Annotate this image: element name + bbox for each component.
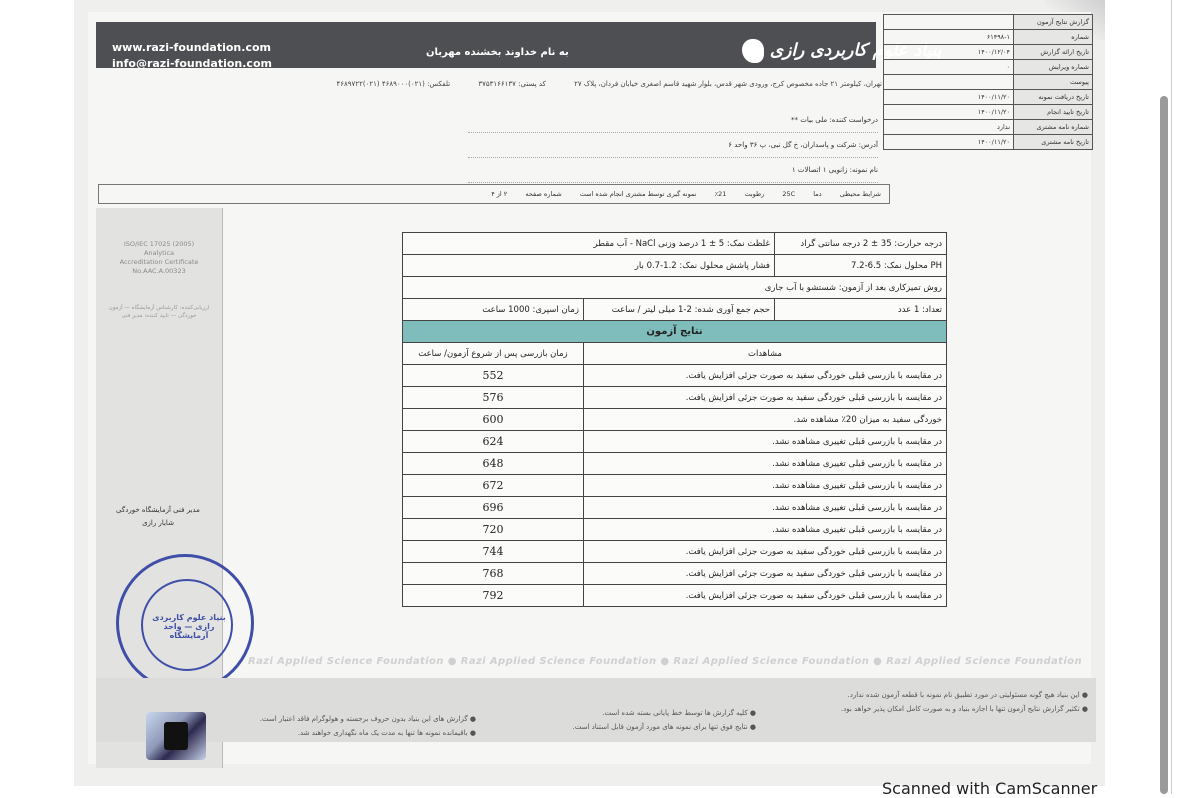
result-observation: در مقایسه با بازرسی قبلی خوردگی سفید به صورت جزئی افزایش یافت.	[583, 541, 946, 563]
accreditation-number: No.AAC.A.00323	[132, 267, 186, 275]
stamp-text: بنیاد علوم کاربردی رازی — واحد آزمایشگاه	[152, 613, 226, 640]
result-observation: در مقایسه با بازرسی قبلی تغییری مشاهده نشد.	[583, 497, 946, 519]
page-label: شماره صفحه	[525, 190, 562, 198]
postal-code: کد پستی: ۳۷۵۳۱۶۶۱۳۷	[478, 80, 546, 88]
result-hours: 552	[403, 365, 584, 387]
col-time-header: زمان بازرسی پس از شروع آزمون/ ساعت	[403, 343, 584, 365]
footer-note-2: ● تکثیر گزارش نتایج آزمون تنها با اجازه بنیاد و به صورت کامل امکان پذیر خواهد بود.	[840, 705, 1088, 713]
sample-name: نام نمونه: زانویی ۱ اتصالات ۱	[468, 158, 878, 183]
street-address: تهران، کیلومتر ۲۱ جاده مخصوص کرج، ورودی شهر قدس، بلوار شهید قاسم اصغری خیابان فردان، پلاک ۲۷	[574, 80, 882, 88]
email-link[interactable]: info@razi-foundation.com	[112, 57, 272, 70]
report-info-key: تاریخ ارائه گزارش	[1014, 45, 1093, 60]
result-row	[403, 519, 947, 541]
requester: درخواست کننده: ملی بیات **	[468, 108, 878, 133]
result-observation: در مقایسه با بازرسی قبلی خوردگی سفید به صورت جزئی افزایش یافت.	[583, 365, 946, 387]
hologram-logo-icon	[164, 722, 188, 750]
accreditation-certificate: Accreditation Certificate	[119, 258, 199, 266]
result-hours: 720	[403, 519, 584, 541]
temp-label: دما	[813, 190, 822, 198]
viewer-divider	[1171, 0, 1172, 794]
report-info-row	[884, 15, 1093, 30]
result-observation: در مقایسه با بازرسی قبلی خوردگی سفید به صورت جزئی افزایش یافت.	[583, 387, 946, 409]
result-observation: در مقایسه با بازرسی قبلی تغییری مشاهده نشد.	[583, 475, 946, 497]
footer-note-6: ● باقیمانده نمونه ها تنها به مدت یک ماه نگهداری خواهند شد.	[297, 729, 476, 737]
report-info-row	[884, 105, 1093, 120]
logo-text: بنیاد علوم کاربردی رازی	[769, 40, 942, 61]
test-report-page	[88, 12, 1091, 764]
report-info-value: ۱۴۰۰/۱۱/۲۰	[884, 135, 1014, 150]
report-info-value	[884, 75, 1014, 90]
result-row	[403, 365, 947, 387]
humidity-label: رطوبت	[744, 190, 765, 198]
left-notes: ارزیابی‌کننده: کارشناس آزمایشگاه — آزمون خوردگی — تایید کننده: مدیر فنی	[108, 305, 210, 319]
signature-name: شایار رازی	[142, 519, 174, 527]
result-row	[403, 585, 947, 607]
phone-number: تلفکس: (۰۲۱)۴۶۸۹۰۰۰ (۰۲۱)۴۶۸۹۷۲۲	[336, 80, 451, 88]
report-info-value	[884, 15, 1014, 30]
results-title-row	[403, 321, 947, 343]
result-row	[403, 541, 947, 563]
report-info-row	[884, 135, 1093, 150]
results-title: نتایج آزمون	[403, 321, 947, 343]
result-observation: در مقایسه با بازرسی قبلی خوردگی سفید به صورت جزئی افزایش یافت.	[583, 563, 946, 585]
result-row	[403, 563, 947, 585]
result-hours: 576	[403, 387, 584, 409]
website-link[interactable]: www.razi-foundation.com	[112, 41, 271, 54]
watermark-strip: Razi Applied Science Foundation ● Razi Applied Science Foundation ● Razi Applied Science Foundation ● Razi Applied Science Foundation	[248, 656, 1082, 667]
result-observation: خوردگی سفید به میزان 20٪ مشاهده شد.	[583, 409, 946, 431]
report-info-key: شماره	[1014, 30, 1093, 45]
param-row-3	[403, 277, 947, 299]
param-temperature: درجه حرارت: 35 ± 2 درجه سانتی گراد	[774, 233, 946, 255]
logo-mark-icon	[742, 39, 764, 63]
result-hours: 768	[403, 563, 584, 585]
result-hours: 792	[403, 585, 584, 607]
test-results-table	[402, 232, 947, 607]
col-obs-header: مشاهدات	[583, 343, 946, 365]
vertical-scrollbar[interactable]	[1160, 96, 1168, 794]
footer-notes	[96, 678, 1096, 742]
report-info-table	[883, 14, 1093, 150]
param-pressure: فشار پاشش محلول نمک: 1.2-0.7 بار	[403, 255, 775, 277]
result-row	[403, 431, 947, 453]
param-row-2	[403, 255, 947, 277]
footer-note-4: ● نتایج فوق تنها برای نمونه های مورد آزمون قابل استناد است.	[572, 723, 756, 731]
result-row	[403, 387, 947, 409]
result-hours: 600	[403, 409, 584, 431]
report-info-row	[884, 60, 1093, 75]
result-hours: 624	[403, 431, 584, 453]
address-line	[102, 80, 882, 88]
accreditation-body: Analytica	[143, 249, 175, 257]
sampling-note: نمونه گیری توسط مشتری انجام شده است	[579, 190, 697, 198]
humidity-value: 21٪	[714, 190, 727, 198]
report-info-value: ۶۱۴۹۸-۱	[884, 30, 1014, 45]
report-info-key: گزارش نتایج آزمون	[1014, 15, 1093, 30]
contact-block	[112, 40, 272, 72]
signature-block	[102, 504, 214, 530]
conditions-bar	[98, 184, 890, 204]
result-hours: 696	[403, 497, 584, 519]
result-row	[403, 475, 947, 497]
result-observation: در مقایسه با بازرسی قبلی تغییری مشاهده نشد.	[583, 431, 946, 453]
param-row-1	[403, 233, 947, 255]
footer-note-5: ● گزارش های این بنیاد بدون حروف برجسته و هولوگرام فاقد اعتبار است.	[259, 715, 476, 723]
request-info	[468, 108, 878, 183]
conditions-label: شرایط محیطی	[839, 190, 881, 198]
report-info-value: ندارد	[884, 120, 1014, 135]
page-number: ۲ از ۴	[491, 190, 508, 198]
report-info-key: پیوست	[1014, 75, 1093, 90]
result-row	[403, 409, 947, 431]
accreditation-standard: ISO/IEC 17025 (2005)	[123, 240, 195, 248]
param-duration: زمان اسپری: 1000 ساعت	[403, 299, 584, 321]
report-info-row	[884, 90, 1093, 105]
result-hours: 672	[403, 475, 584, 497]
result-observation: در مقایسه با بازرسی قبلی تغییری مشاهده نشد.	[583, 519, 946, 541]
result-row	[403, 497, 947, 519]
signature-role: مدیر فنی آزمایشگاه خوردگی	[116, 506, 200, 514]
param-volume: حجم جمع آوری شده: 2-1 میلی لیتر / ساعت	[583, 299, 774, 321]
report-info-row	[884, 120, 1093, 135]
letterhead-band	[96, 22, 942, 70]
hologram-seal	[146, 712, 206, 760]
report-info-key: تاریخ تایید انجام	[1014, 105, 1093, 120]
result-hours: 744	[403, 541, 584, 563]
bismillah: به نام خداوند بخشنده مهربان	[426, 47, 569, 58]
param-cleaning: روش تمیزکاری بعد از آزمون: شستشو با آب جاری	[403, 277, 947, 299]
result-hours: 648	[403, 453, 584, 475]
accreditation-block	[104, 240, 214, 276]
report-info-key: شماره ویرایش	[1014, 60, 1093, 75]
report-info-key: تاریخ نامه مشتری	[1014, 135, 1093, 150]
report-info-value: ۰	[884, 60, 1014, 75]
footer-note-3: ● کلیه گزارش ها توسط خط پایانی بسته شده است.	[602, 709, 756, 717]
foundation-stamp	[116, 554, 254, 692]
report-info-key: شماره نامه مشتری	[1014, 120, 1093, 135]
report-info-value: ۱۴۰۰/۱۲/۰۴	[884, 45, 1014, 60]
report-info-value: ۱۴۰۰/۱۱/۲۰	[884, 105, 1014, 120]
report-info-value: ۱۴۰۰/۱۱/۲۰	[884, 90, 1014, 105]
results-header-row	[403, 343, 947, 365]
requester-address: آدرس: شرکت و پاسداران، خ گل نبی، پ ۳۶ واحد ۶	[468, 133, 878, 158]
scanned-paper	[74, 0, 1105, 786]
report-info-key: تاریخ دریافت نمونه	[1014, 90, 1093, 105]
scanner-caption: Scanned with CamScanner	[882, 779, 1098, 798]
param-row-4	[403, 299, 947, 321]
report-info-row	[884, 45, 1093, 60]
result-row	[403, 453, 947, 475]
result-observation: در مقایسه با بازرسی قبلی تغییری مشاهده نشد.	[583, 453, 946, 475]
footer-note-1: ● این بنیاد هیچ گونه مسئولیتی در مورد تطبیق نام نمونه با قطعه آزمون شده ندارد.	[847, 691, 1088, 699]
result-observation: در مقایسه با بازرسی قبلی خوردگی سفید به صورت جزئی افزایش یافت.	[583, 585, 946, 607]
param-ph: PH محلول نمک: 6.5-7.2	[774, 255, 946, 277]
param-count: تعداد: 1 عدد	[774, 299, 946, 321]
report-info-row	[884, 75, 1093, 90]
temp-value: 25C	[782, 190, 796, 198]
report-info-row	[884, 30, 1093, 45]
param-salt: غلظت نمک: 5 ± 1 درصد وزنی NaCl - آب مقطر	[403, 233, 775, 255]
